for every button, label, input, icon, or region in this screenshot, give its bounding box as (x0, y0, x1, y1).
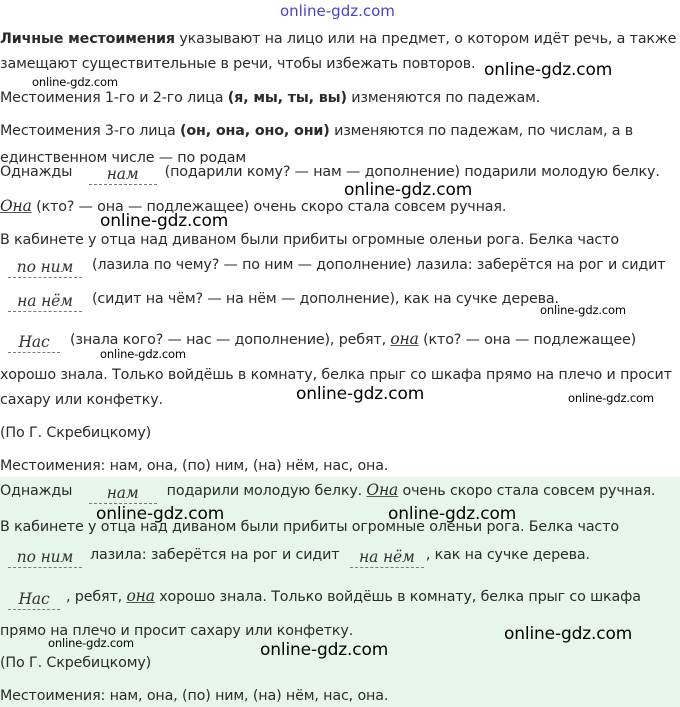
exercise-row-1: Однажды нам (подарили кому? — нам — дополнение) подарили молодую белку. (0, 164, 660, 183)
theory-line-5-clipped: единственном числе — по родам (0, 150, 246, 164)
exercise-row-3: В кабинете у отца над диваном были прибиты огромные оленьи рога. Белка часто (0, 232, 619, 248)
exercise-row-4: по ним (лазила по чему? — по ним — дополнение) лазила: заберётся на рог и сидит (8, 256, 665, 278)
exercise-row-5: на нём (сидит на чём? — на нём — дополнение), как на сучке дерева. (8, 290, 559, 312)
answer-blank: на нём (350, 547, 424, 568)
exercise-row-8: сахару или конфетку. (0, 392, 163, 408)
site-watermark-top: online-gdz.com (280, 2, 395, 20)
watermark: online-gdz.com (296, 384, 425, 404)
subject-underlined: Она (366, 481, 399, 499)
watermark: online-gdz.com (504, 624, 633, 644)
watermark: online-gdz.com (96, 504, 225, 524)
answer-blank: нам (89, 164, 157, 185)
theory-line-4: Местоимения 3-го лица (он, она, оно, они) изменяются по падежам, по числам, а в (0, 123, 634, 139)
subject-underlined: она (126, 587, 155, 605)
answer-row-4: Нас , ребят, она хорошо знала. Только войдёшь в комнату, белка прыг со шкафа (8, 587, 641, 610)
answer-row-3: по ним лазила: заберётся на рог и сидит на нём , как на сучке дерева. (8, 546, 590, 568)
watermark: online-gdz.com (100, 347, 186, 361)
answer-blank: по ним (8, 547, 82, 568)
exercise-row-2: Она (кто? — она — подлежащее) очень скоро стала совсем ручная. (0, 197, 507, 215)
exercise-source: (По Г. Скребицкому) (0, 425, 152, 441)
watermark: online-gdz.com (260, 640, 389, 660)
theory-term: Личные местоимения (0, 31, 175, 47)
answer-row-1: Однажды нам подарили молодую белку. Она очень скоро стала совсем ручная. (0, 481, 656, 502)
answer-blank: нам (89, 483, 157, 504)
exercise-row-7: хорошо знала. Только войдёшь в комнату, белка прыг со шкафа прямо на плечо и просит (0, 367, 672, 383)
subject-underlined: она (390, 330, 419, 348)
answer-blank: на нём (8, 291, 82, 312)
answer-blank: Нас (8, 589, 60, 610)
watermark: online-gdz.com (100, 211, 229, 231)
exercise-pronoun-list: Местоимения: нам, она, (по) ним, (на) нём, нас, она. (0, 458, 389, 474)
theory-line-2: замещают существительные в речи, чтобы избежать повторов. (0, 56, 476, 72)
answer-row-5: прямо на плечо и просит сахару или конфетку. (0, 623, 354, 639)
watermark: online-gdz.com (32, 75, 118, 89)
answer-source: (По Г. Скребицкому) (0, 655, 152, 671)
exercise-row-6: Нас (знала кого? — нас — дополнение), ребят, она (кто? — она — подлежащее) (8, 330, 636, 353)
answer-row-2: В кабинете у отца над диваном были прибиты огромные оленьи рога. Белка часто (0, 519, 619, 535)
watermark: online-gdz.com (484, 60, 613, 80)
answer-blank: по ним (8, 257, 82, 278)
watermark: online-gdz.com (568, 391, 654, 405)
watermark: online-gdz.com (388, 504, 517, 524)
watermark: online-gdz.com (540, 303, 626, 317)
answer-blank: Нас (8, 332, 60, 353)
answer-pronoun-list: Местоимения: нам, она, (по) ним, (на) нём, нас, она. (0, 688, 389, 704)
subject-underlined: Она (0, 197, 32, 215)
watermark: online-gdz.com (48, 636, 134, 650)
theory-line-1: Личные местоимения указывают на лицо или на предмет, о котором идёт речь, а также (0, 31, 677, 47)
theory-line-3: Местоимения 1-го и 2-го лица (я, мы, ты, вы) изменяются по падежам. (0, 90, 541, 106)
watermark: online-gdz.com (344, 180, 473, 200)
